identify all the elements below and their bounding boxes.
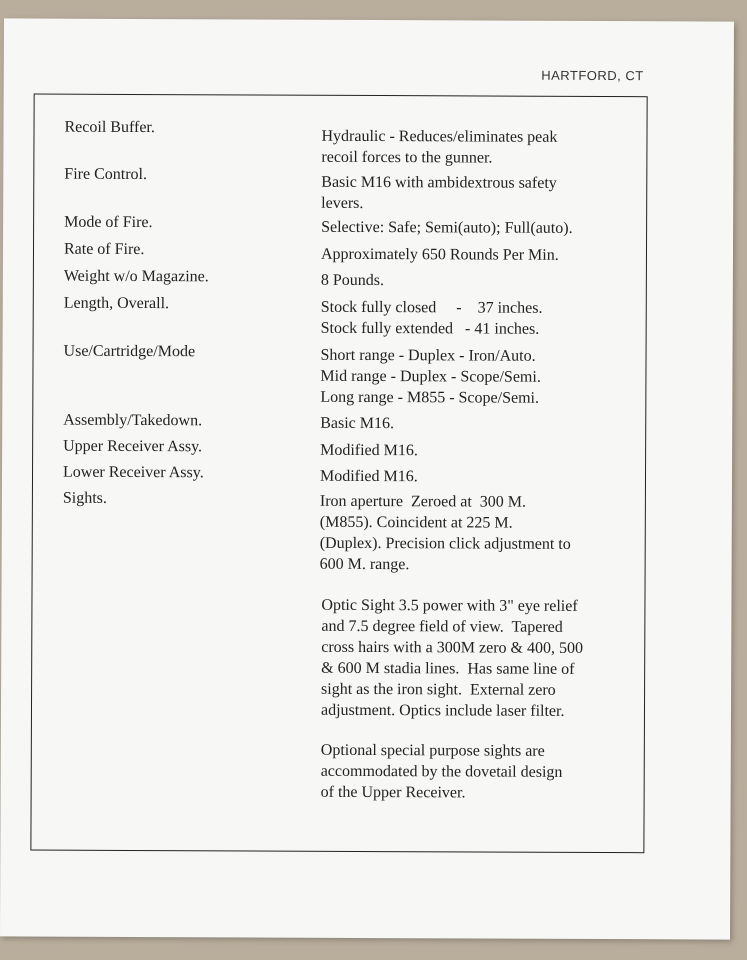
page-header: HARTFORD, CT <box>541 67 644 84</box>
spec-value <box>320 440 625 462</box>
spec-value <box>320 413 625 435</box>
document-page <box>0 18 734 939</box>
spec-value-line: Long range - M855 - Scope/Semi. <box>320 388 540 407</box>
spec-value-line: Selective: Safe; Semi(auto); Full(auto). <box>321 218 573 237</box>
spec-value-line: (Duplex). Precision click adjustment to <box>319 534 571 553</box>
spec-label: Mode of Fire. <box>64 213 153 232</box>
spec-label: Lower Receiver Assy. <box>62 463 204 482</box>
spec-value <box>321 217 626 239</box>
spec-value-line: Basic M16. <box>320 414 395 433</box>
paragraph-line: & 600 M stadia lines. Has same line of <box>321 659 575 678</box>
paragraph-line: sight as the iron sight. External zero <box>321 680 556 699</box>
spec-label: Recoil Buffer. <box>64 118 155 137</box>
spec-value <box>320 345 625 409</box>
spec-value <box>321 270 626 292</box>
spec-value-line: Short range - Duplex - Iron/Auto. <box>320 346 536 365</box>
spec-label: Assembly/Takedown. <box>63 411 203 430</box>
spec-label: Weight w/o Magazine. <box>63 267 209 286</box>
spec-value-line: Modified M16. <box>320 441 418 460</box>
spec-value <box>321 172 626 215</box>
spec-value-line: recoil forces to the gunner. <box>321 148 493 167</box>
spec-value-line: Basic M16 with ambidextrous safety <box>321 173 557 192</box>
spec-value-line: (M855). Coincident at 225 M. <box>319 513 513 532</box>
spec-value-line: Mid range - Duplex - Scope/Semi. <box>320 367 541 386</box>
paragraph-line: Optic Sight 3.5 power with 3" eye relief <box>321 596 578 615</box>
spec-table <box>30 94 647 854</box>
spec-row-assembly-takedown <box>33 410 645 433</box>
spec-value <box>321 244 626 266</box>
spec-value-line: Modified M16. <box>319 467 418 486</box>
spec-value <box>321 297 626 340</box>
spec-row-rate-of-fire <box>34 239 646 264</box>
spec-value-line: Approximately 650 Rounds Per Min. <box>320 245 559 264</box>
paragraph-line: cross hairs with a 300M zero & 400, 500 <box>321 638 584 657</box>
spec-value <box>320 491 625 576</box>
paragraph-line: adjustment. Optics include laser filter. <box>320 701 565 720</box>
paragraph-line: Optional special purpose sights are <box>320 741 545 760</box>
spec-label: Use/Cartridge/Mode <box>63 342 196 361</box>
spec-label: Length, Overall. <box>63 294 170 313</box>
spec-label: Fire Control. <box>64 165 148 184</box>
spec-value-line: Iron aperture Zeroed at 300 M. <box>319 492 527 511</box>
spec-label: Rate of Fire. <box>63 240 145 259</box>
spec-row-lower-receiver <box>33 462 645 486</box>
spec-value-line: 600 M. range. <box>319 555 410 574</box>
spec-value-line: Stock fully extended - 41 inches. <box>320 319 540 338</box>
spec-value <box>321 126 626 169</box>
spec-row-length <box>34 293 646 338</box>
spec-row-upper-receiver <box>33 436 645 460</box>
spec-label: Sights. <box>62 489 107 507</box>
optional-sights-paragraph <box>321 740 626 804</box>
spec-value-line: levers. <box>321 194 364 212</box>
spec-row-weight <box>34 266 646 290</box>
paragraph-line: and 7.5 degree field of view. Tapered <box>321 617 563 636</box>
spec-value-line: Hydraulic - Reduces/eliminates peak <box>321 127 558 146</box>
paragraph-line: accommodated by the dovetail design <box>320 762 563 781</box>
spec-row-recoil-buffer <box>35 117 647 167</box>
spec-value <box>320 466 625 488</box>
paragraph-line: of the Upper Receiver. <box>320 783 466 802</box>
spec-row-use-cartridge-mode <box>34 341 646 407</box>
spec-label: Upper Receiver Assy. <box>63 437 203 456</box>
spec-value-line: 8 Pounds. <box>320 271 385 290</box>
spec-row-sights <box>33 488 645 574</box>
spec-value-line: Stock fully closed - 37 inches. <box>320 298 543 317</box>
optic-sight-paragraph <box>321 595 627 722</box>
